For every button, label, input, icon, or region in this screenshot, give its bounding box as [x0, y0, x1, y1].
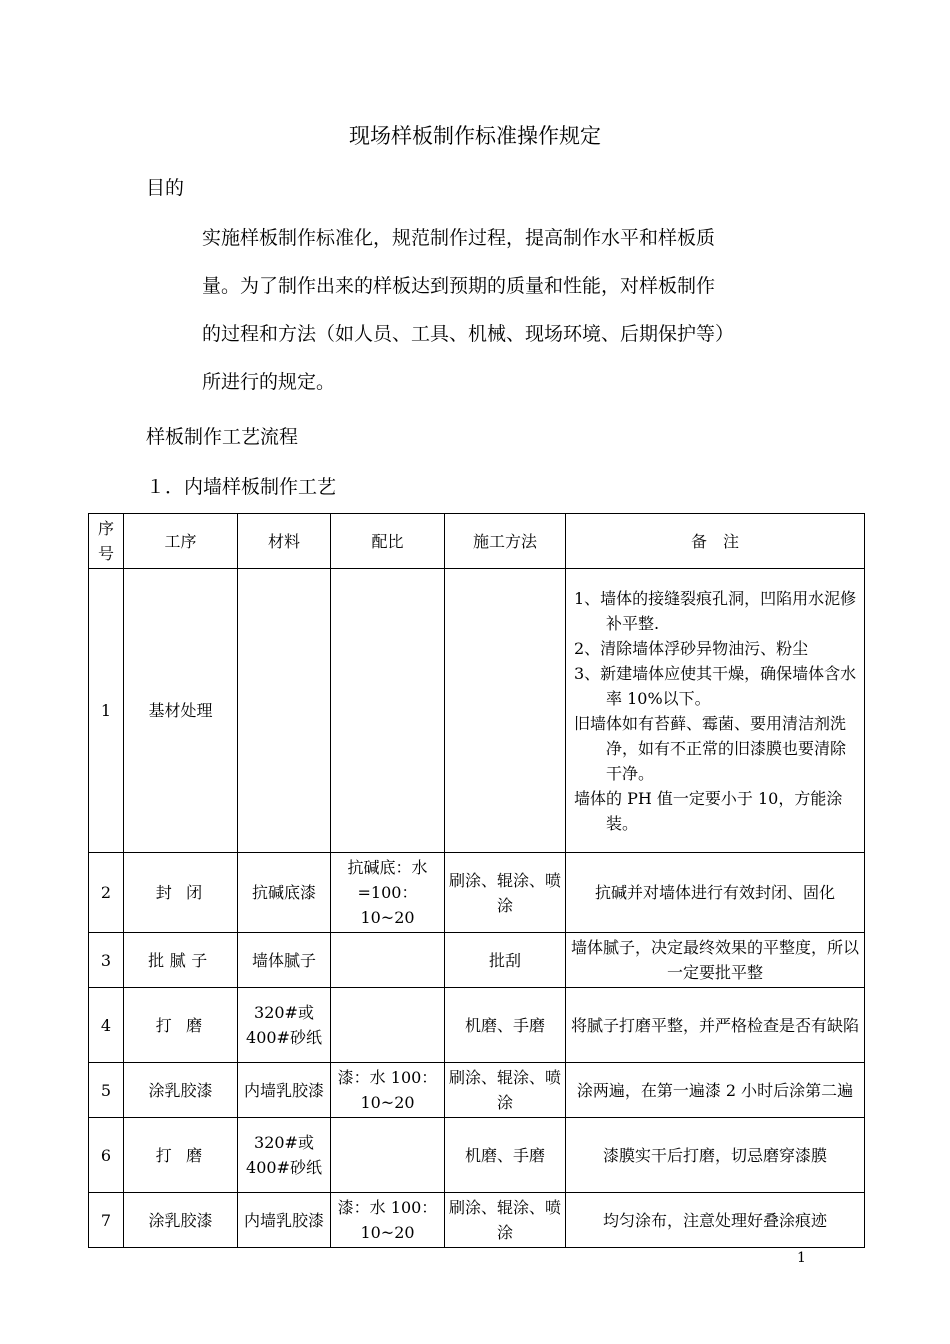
document-title: 现场样板制作标准操作规定	[349, 124, 601, 148]
cell-no: 5	[89, 1063, 124, 1118]
cell-notes	[566, 569, 865, 853]
cell-no: 1	[89, 569, 124, 853]
cell-material: 内墙乳胶漆	[238, 1063, 331, 1118]
purpose-heading: 目的	[146, 177, 185, 199]
cell-ratio	[331, 933, 445, 988]
header-material: 材料	[238, 514, 331, 569]
cell-method: 刷涂、辊涂、喷涂	[445, 1063, 566, 1118]
table-header-row	[89, 514, 865, 569]
header-notes: 备 注	[566, 514, 865, 569]
cell-step: 封闭	[124, 853, 238, 933]
cell-step: 批腻子	[124, 933, 238, 988]
table-row	[89, 988, 865, 1063]
header-step: 工序	[124, 514, 238, 569]
cell-method: 刷涂、辊涂、喷涂	[445, 853, 566, 933]
note-line: 旧墙体如有苔藓、霉菌、要用清洁剂洗净，如有不正常的旧漆膜也要清除干净。	[574, 713, 847, 783]
table-row	[89, 1193, 865, 1248]
cell-method: 机磨、手磨	[445, 988, 566, 1063]
cell-step: 打磨	[124, 988, 238, 1063]
table-row	[89, 1118, 865, 1193]
table-row	[89, 933, 865, 988]
cell-notes: 涂两遍，在第一遍漆 2 小时后涂第二遍	[566, 1063, 865, 1118]
table-row	[89, 569, 865, 853]
cell-method: 批刮	[445, 933, 566, 988]
purpose-paragraph	[202, 214, 822, 406]
cell-no: 4	[89, 988, 124, 1063]
header-method: 施工方法	[445, 514, 566, 569]
cell-step: 打磨	[124, 1118, 238, 1193]
cell-material: 内墙乳胶漆	[238, 1193, 331, 1248]
cell-ratio: 漆：水 100：10~20	[331, 1193, 445, 1248]
cell-material: 320#或400#砂纸	[238, 988, 331, 1063]
cell-material: 抗碱底漆	[238, 853, 331, 933]
cell-notes: 墙体腻子，决定最终效果的平整度，所以一定要批平整	[566, 933, 865, 988]
cell-ratio	[331, 569, 445, 853]
cell-no: 6	[89, 1118, 124, 1193]
cell-ratio: 抗碱底：水=100：10~20	[331, 853, 445, 933]
purpose-line: 所进行的规定。	[202, 371, 336, 393]
cell-ratio: 漆：水 100：10~20	[331, 1063, 445, 1118]
sub-heading: １．内墙样板制作工艺	[146, 476, 337, 498]
page-number: 1	[797, 1250, 806, 1266]
process-table	[88, 513, 865, 1248]
cell-no: 3	[89, 933, 124, 988]
note-line: 3、新建墙体应使其干燥，确保墙体含水率 10%以下。	[574, 663, 857, 708]
header-ratio: 配比	[331, 514, 445, 569]
cell-material	[238, 569, 331, 853]
cell-ratio	[331, 1118, 445, 1193]
note-line: 1、墙体的接缝裂痕孔洞，凹陷用水泥修补平整.	[574, 588, 857, 633]
note-line: 2、清除墙体浮砂异物油污、粉尘	[574, 638, 809, 658]
cell-material: 320#或400#砂纸	[238, 1118, 331, 1193]
header-no: 序号	[89, 514, 124, 569]
cell-method	[445, 569, 566, 853]
cell-method: 刷涂、辊涂、喷涂	[445, 1193, 566, 1248]
cell-notes: 将腻子打磨平整，并严格检查是否有缺陷	[566, 988, 865, 1063]
table-row	[89, 1063, 865, 1118]
purpose-line: 的过程和方法（如人员、工具、机械、现场环境、后期保护等）	[202, 323, 735, 345]
cell-step: 涂乳胶漆	[124, 1063, 238, 1118]
purpose-line: 量。为了制作出来的样板达到预期的质量和性能，对样板制作	[202, 275, 716, 297]
cell-material: 墙体腻子	[238, 933, 331, 988]
cell-method: 机磨、手磨	[445, 1118, 566, 1193]
process-heading: 样板制作工艺流程	[146, 426, 299, 448]
cell-no: 2	[89, 853, 124, 933]
purpose-line: 实施样板制作标准化，规范制作过程，提高制作水平和样板质	[202, 227, 716, 249]
cell-step: 涂乳胶漆	[124, 1193, 238, 1248]
cell-step: 基材处理	[124, 569, 238, 853]
cell-notes: 抗碱并对墙体进行有效封闭、固化	[566, 853, 865, 933]
table-row	[89, 853, 865, 933]
cell-notes: 均匀涂布，注意处理好叠涂痕迹	[566, 1193, 865, 1248]
cell-notes: 漆膜实干后打磨，切忌磨穿漆膜	[566, 1118, 865, 1193]
cell-no: 7	[89, 1193, 124, 1248]
note-line: 墙体的 PH 值一定要小于 10，方能涂装。	[574, 788, 843, 833]
cell-ratio	[331, 988, 445, 1063]
